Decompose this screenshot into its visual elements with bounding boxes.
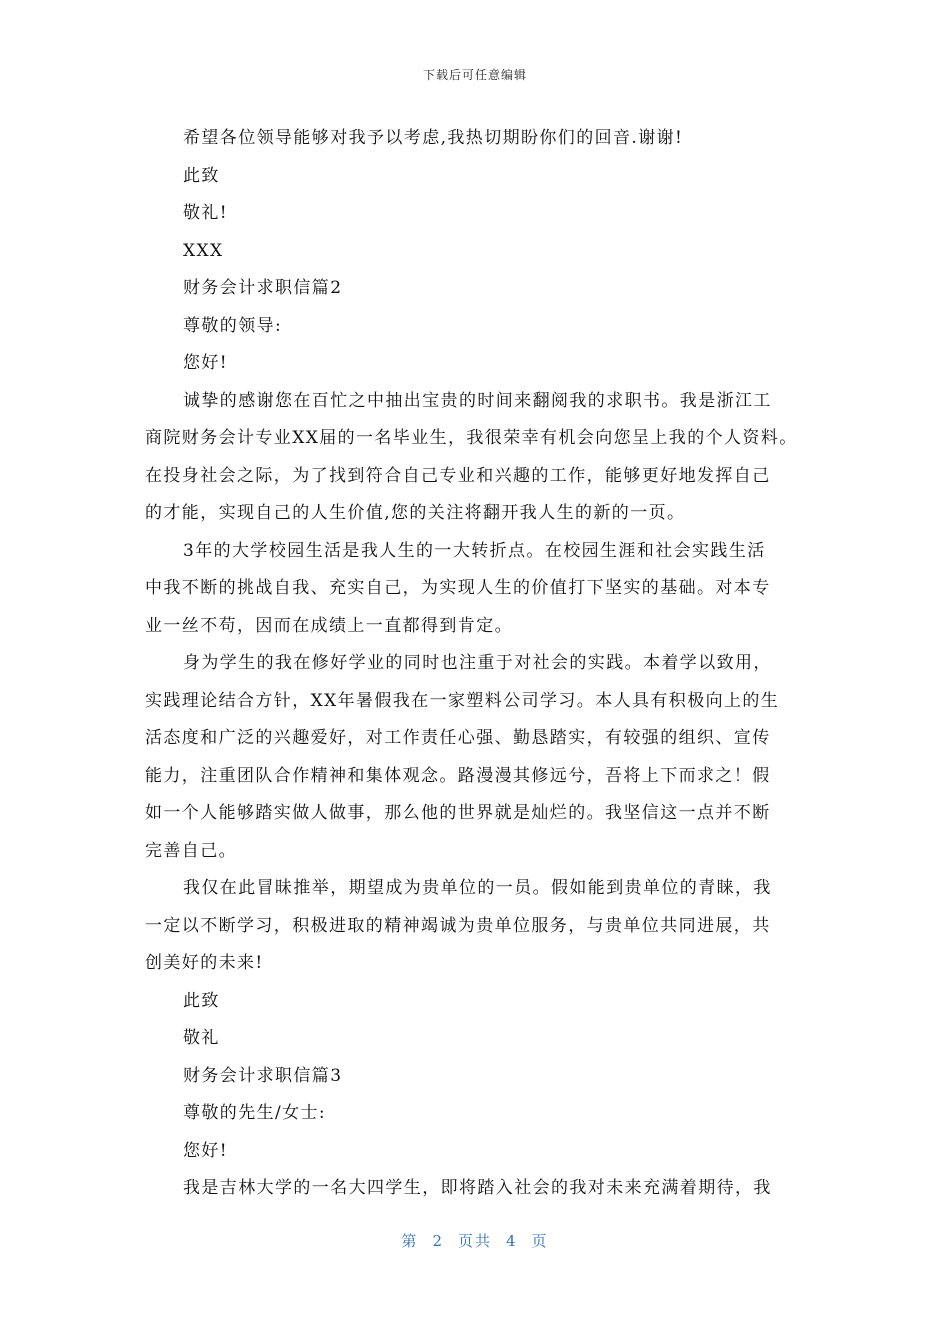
text-line: 我是吉林大学的一名大四学生，即将踏入社会的我对未来充满着期待，我 (183, 1178, 772, 1198)
text-line: 尊敬的领导: (183, 315, 283, 336)
text-line: 活态度和广泛的兴趣爱好，对工作责任心强、勤恳踏实，有较强的组织、宣传 (145, 728, 771, 748)
text-line: 创美好的未来! (145, 953, 264, 973)
text-line: 此致 (183, 165, 220, 186)
text-line: 敬礼 (183, 1028, 220, 1048)
text-line: 您好! (183, 353, 229, 373)
text-line: 的才能，实现自己的人生价值,您的关注将翻开我人生的新的一页。 (145, 503, 686, 523)
text-line: 3年的大学校园生活是我人生的一大转折点。在校园生涯和社会实践生活 (183, 540, 766, 561)
text-line: 希望各位领导能够对我予以考虑,我热切期盼你们的回音.谢谢! (183, 128, 684, 148)
text-line: 中我不断的挑战自我、充实自己，为实现人生的价值打下坚实的基础。对本专 (145, 578, 771, 598)
text-line: 诚挚的感谢您在百忙之中抽出宝贵的时间来翻阅我的求职书。我是浙江工 (183, 390, 772, 411)
total-pages: 4 (506, 1232, 518, 1250)
page-label-middle: 页共 (457, 1232, 492, 1250)
text-line: 尊敬的先生/女士: (183, 1103, 327, 1123)
letter-body (145, 120, 807, 1208)
header-note: 下载后可任意编辑 (422, 68, 527, 82)
text-line: XXX (183, 240, 224, 261)
text-line: 一定以不断学习，积极进取的精神竭诚为贵单位服务，与贵单位共同进展，共 (145, 915, 771, 936)
current-page: 2 (432, 1232, 444, 1250)
text-line: 商院财务会计专业XX届的一名毕业生，我很荣幸有机会向您呈上我的个人资料。 (145, 428, 798, 448)
text-line: 在投身社会之际，为了找到符合自己专业和兴趣的工作，能够更好地发挥自己 (145, 465, 771, 486)
text-line: 如一个人能够踏实做人做事，那么他的世界就是灿烂的。我坚信这一点并不断 (145, 803, 771, 823)
text-line: 完善自己。 (145, 840, 237, 861)
text-line: 身为学生的我在修好学业的同时也注重于对社会的实践。本着学以致用， (183, 653, 772, 673)
text-line: 业一丝不苟，因而在成绩上一直都得到肯定。 (145, 615, 513, 636)
page-label-suffix: 页 (531, 1232, 549, 1250)
text-line: 财务会计求职信篇2 (183, 278, 343, 298)
text-line: 此致 (183, 990, 220, 1011)
page-number (0, 1230, 950, 1251)
text-line: 能力，注重团队合作精神和集体观念。路漫漫其修远兮，吾将上下而求之！假 (145, 765, 771, 786)
text-line: 您好! (183, 1140, 229, 1161)
text-line: 实践理论结合方针，XX年暑假我在一家塑料公司学习。本人具有积极向上的生 (145, 690, 780, 711)
page-label-prefix: 第 (401, 1232, 419, 1250)
text-line: 财务会计求职信篇3 (183, 1065, 343, 1086)
text-line: 我仅在此冒昧推举，期望成为贵单位的一员。假如能到贵单位的青睐，我 (183, 878, 772, 898)
text-line: 敬礼! (183, 203, 229, 223)
